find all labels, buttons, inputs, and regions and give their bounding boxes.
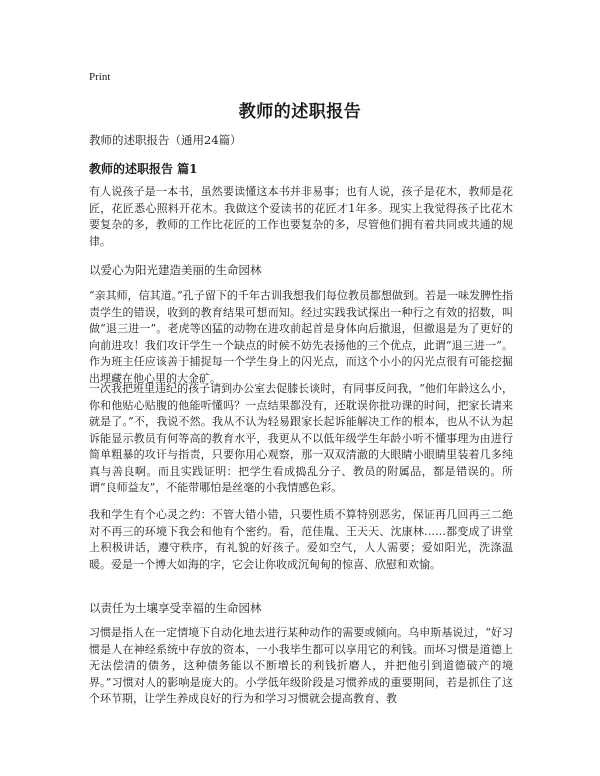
paragraph-heart-promise — [89, 507, 513, 573]
paragraph-intro — [89, 184, 513, 250]
document-subtitle: 教师的述职报告（通用24篇） — [89, 133, 242, 147]
paragraph-text: 一次我把班里违纪的孩子请到办公室去促膝长谈时，有同事反问我，“他们年龄这么小，你和他贴心贴腹的他能听懂吗？一点结果都没有，还耽误你批功课的时间，把家长请来就是了。”不，我说不然。我从不认为轻易跟家长起诉能解决工作的根本，也从不认为起诉能显示教员有何等高的教育水平，我更从不以低年级学生年龄小听不懂事理为由进行简单粗暴的攻讦与指责，只要你用心观察，那一双双清澈的大眼睛小眼睛里装着几多纯真与善良啊。而且实践证明：把学生看成捣乱分子、教员的附属品，都是错误的。所谓“良师益友”，不能带哪怕是丝毫的小我情感色彩。 — [89, 382, 513, 494]
section-heading-text: 以爱心为阳光建造美丽的生命园林 — [89, 263, 262, 277]
section-heading-text: 以责任为土壤享受幸福的生命园林 — [89, 601, 262, 615]
paragraph-office-talk — [89, 381, 513, 497]
section-heading-love — [89, 262, 513, 278]
paragraph-qinqishi — [89, 288, 513, 387]
paragraph-text: 有人说孩子是一本书，虽然要读懂这本书并非易事；也有人说，孩子是花木，教师是花匠，花匠悉心照料开花木。我做这个爱读书的花匠才1年多。现实上我觉得孩子比花木要复杂的多，教师的工作比花匠的工作也要复杂的多，尽管他们拥有着共同或共通的规律。 — [89, 185, 513, 248]
paragraph-text: 习惯是指人在一定情境下自动化地去进行某种动作的需要或倾向。乌申斯基说过，“好习惯是人在神经系统中存放的资本，一小我毕生都可以享用它的利钱。而坏习惯是道德上无法偿清的债务，这种债务能以不断增长的利钱折磨人，并把他引到道德破产的境界。”习惯对人的影响是庞大的。小学低年级阶段是习惯养成的重要期间，若是抓住了这个环节期，让学生养成良好的行为和学习习惯就会提高教育、教 — [89, 626, 513, 705]
document-title: 教师的述职报告 — [238, 102, 362, 122]
paragraph-text: “亲其师，信其道。”孔子留下的千年古训我想我们每位教员都想做到。若是一味发脾性指责学生的错误，收到的教育结果可想而知。经过实践我试探出一种行之有效的招数，叫做“退三进一”。老虎等凶猛的动物在进攻前起首是身体向后撤退，但撤退是为了更好的向前进攻！我们攻讦学生一个缺点的时候不妨先表扬他的三个优点，此谓“退三进一”。作为班主任应该善于捕捉每一个学生身上的闪光点，而这个小小的闪光点很有可能挖掘出埋藏在他心里的大金矿。 — [89, 289, 513, 385]
paragraph-text: 我和学生有个心灵之约：不管大错小错，只要性质不算特别恶劣，保证再几回再三二绝对不再三的环境下我会和他有个密约。看，范佳胤、王天天、沈康林……都变成了讲堂上积极讲话，遵守秩序，有礼貌的好孩子。爱如空气，人人需要；爱如阳光，洗涤温暖。爱是一个博大如海的字，它会让你收成沉甸甸的惊喜、欣慰和欢愉。 — [89, 508, 513, 571]
print-label[interactable]: Print — [89, 71, 111, 83]
paragraph-habits — [89, 625, 513, 708]
section-heading-responsibility — [89, 600, 513, 616]
article-title: 教师的述职报告 篇1 — [89, 162, 198, 176]
